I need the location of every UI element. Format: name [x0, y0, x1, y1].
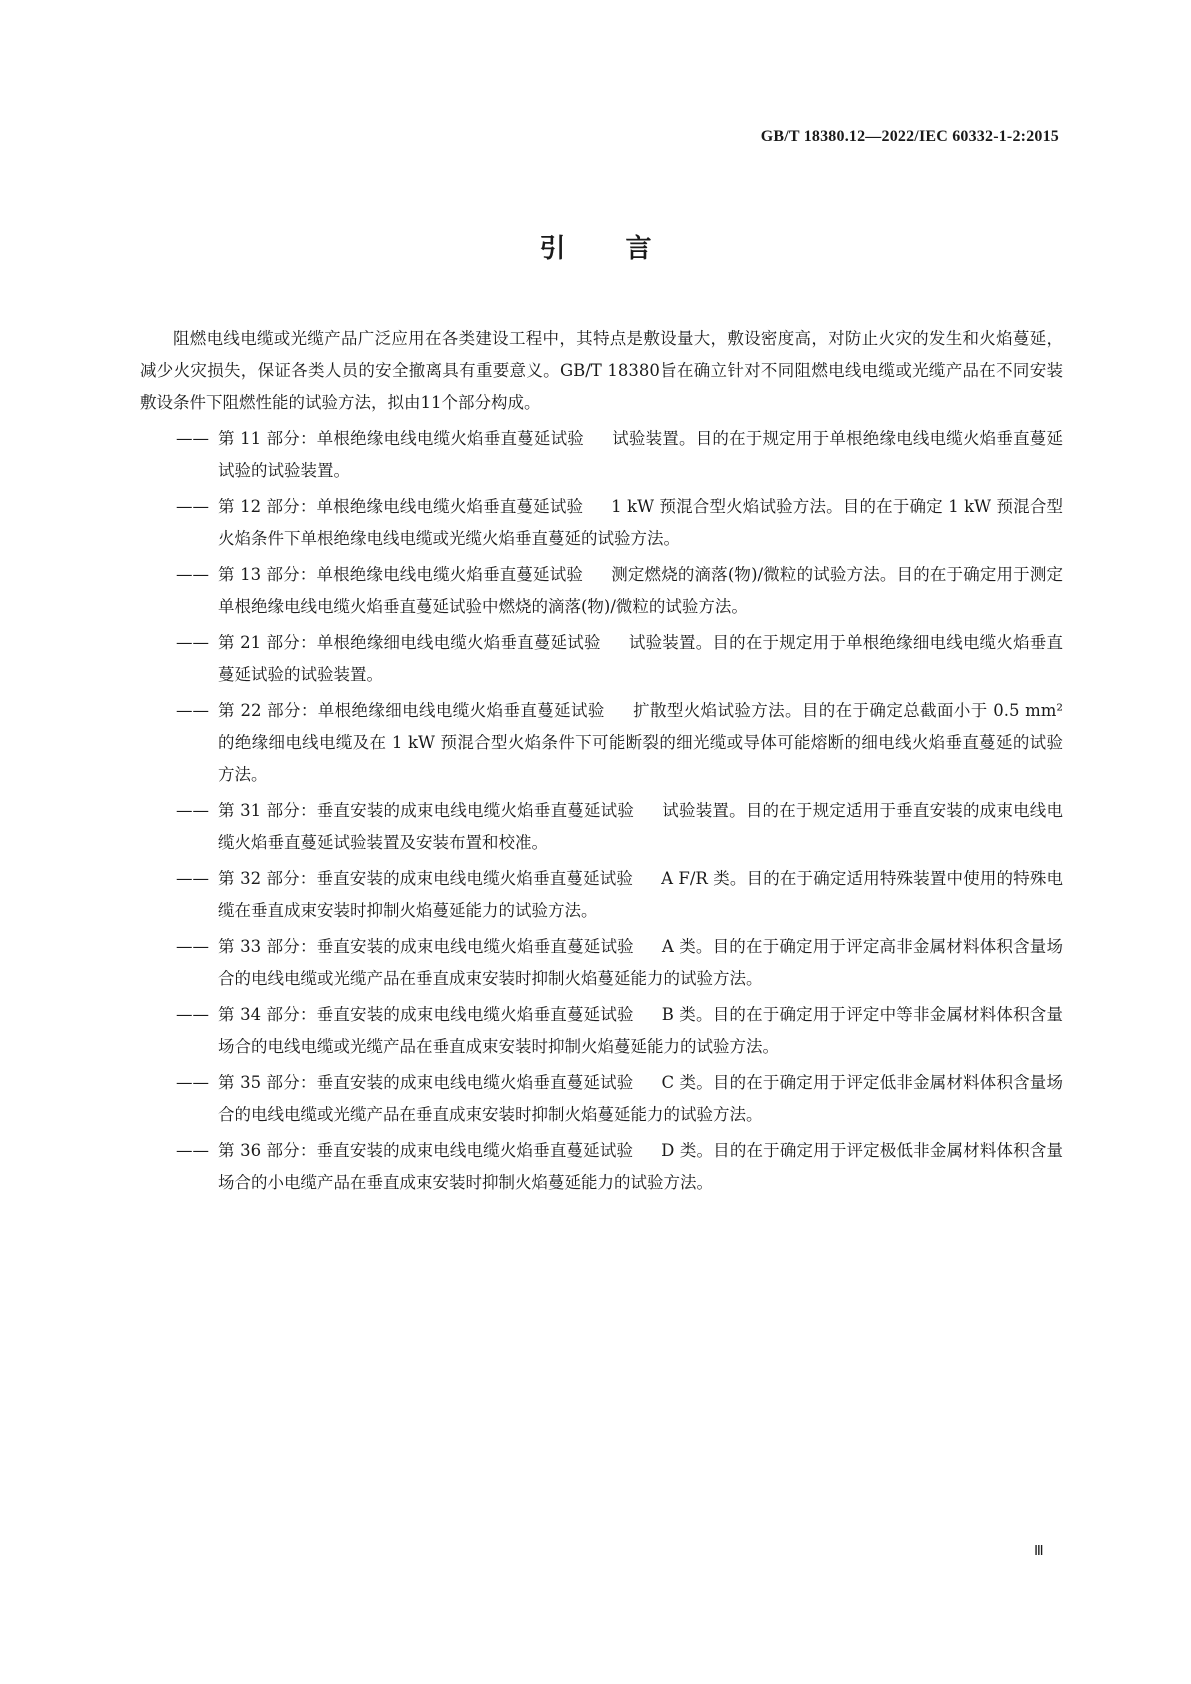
intro-paragraph: 阻燃电线电缆或光缆产品广泛应用在各类建设工程中，其特点是敷设量大，敷设密度高，对防止火灾的发生和火焰蔓延，减少火灾损失，保证各类人员的安全撤离具有重要意义。GB/T 18380旨在确立针对不同阻燃电线电缆或光缆产品在不同安装敷设条件下阻燃性能的试验方法，拟由11个部分构成。: [140, 329, 1063, 412]
part-heading: 第 12 部分：单根绝缘电线电缆火焰垂直蔓延试验: [218, 497, 584, 516]
list-dash: ——: [176, 1005, 209, 1024]
list-item: [140, 695, 1063, 791]
list-item: [140, 627, 1063, 691]
page-number: Ⅲ: [1034, 1544, 1044, 1559]
part-heading: 第 13 部分：单根绝缘电线电缆火焰垂直蔓延试验: [218, 565, 584, 584]
list-dash: ——: [176, 497, 209, 516]
part-heading: 第 33 部分：垂直安装的成束电线电缆火焰垂直蔓延试验: [218, 937, 634, 956]
standard-number: GB/T 18380.12—2022/IEC 60332-1-2:2015: [760, 128, 1059, 145]
parts-list: [140, 423, 1063, 1199]
part-heading: 第 35 部分：垂直安装的成束电线电缆火焰垂直蔓延试验: [218, 1073, 634, 1092]
list-dash: ——: [176, 1141, 209, 1160]
list-dash: ——: [176, 1073, 209, 1092]
list-dash: ——: [176, 565, 209, 584]
part-description: 试验装置。目的在于规定适用于垂直安装的成束电线电缆火焰垂直蔓延试验装置及安装布置和校准。: [218, 801, 1063, 852]
introduction-body: [140, 323, 1063, 1199]
part-description: 1 kW 预混合型火焰试验方法。目的在于确定 1 kW 预混合型火焰条件下单根绝缘电线电缆或光缆火焰垂直蔓延的试验方法。: [218, 497, 1063, 548]
list-item: [140, 863, 1063, 927]
list-item: [140, 559, 1063, 623]
list-dash: ——: [176, 937, 209, 956]
list-dash: ——: [176, 701, 209, 720]
list-dash: ——: [176, 801, 209, 820]
part-description: C 类。目的在于确定用于评定低非金属材料体积含量场合的电线电缆或光缆产品在垂直成束安装时抑制火焰蔓延能力的试验方法。: [218, 1073, 1063, 1124]
page-title: 引言: [539, 234, 712, 264]
list-item: [140, 423, 1063, 487]
list-item: [140, 1067, 1063, 1131]
list-item: [140, 931, 1063, 995]
part-description: 测定燃烧的滴落(物)/微粒的试验方法。目的在于确定用于测定单根绝缘电线电缆火焰垂直蔓延试验中燃烧的滴落(物)/微粒的试验方法。: [218, 565, 1063, 616]
list-item: [140, 491, 1063, 555]
list-item: [140, 1135, 1063, 1199]
part-heading: 第 21 部分：单根绝缘细电线电缆火焰垂直蔓延试验: [218, 633, 601, 652]
part-heading: 第 22 部分：单根绝缘细电线电缆火焰垂直蔓延试验: [218, 701, 605, 720]
part-heading: 第 31 部分：垂直安装的成束电线电缆火焰垂直蔓延试验: [218, 801, 635, 820]
list-item: [140, 999, 1063, 1063]
part-heading: 第 32 部分：垂直安装的成束电线电缆火焰垂直蔓延试验: [218, 869, 634, 888]
part-description: A F/R 类。目的在于确定适用特殊装置中使用的特殊电缆在垂直成束安装时抑制火焰蔓延能力的试验方法。: [218, 869, 1063, 920]
part-description: 扩散型火焰试验方法。目的在于确定总截面小于 0.5 mm² 的绝缘细电线电缆及在 1 kW 预混合型火焰条件下可能断裂的细光缆或导体可能熔断的细电线火焰垂直蔓延的试验方法。: [218, 701, 1063, 784]
part-heading: 第 11 部分：单根绝缘电线电缆火焰垂直蔓延试验: [218, 429, 584, 448]
list-dash: ——: [176, 633, 209, 652]
part-description: 试验装置。目的在于规定用于单根绝缘电线电缆火焰垂直蔓延试验的试验装置。: [218, 429, 1063, 480]
list-dash: ——: [176, 869, 209, 888]
part-heading: 第 34 部分：垂直安装的成束电线电缆火焰垂直蔓延试验: [218, 1005, 634, 1024]
part-heading: 第 36 部分：垂直安装的成束电线电缆火焰垂直蔓延试验: [218, 1141, 634, 1160]
part-description: A 类。目的在于确定用于评定高非金属材料体积含量场合的电线电缆或光缆产品在垂直成束安装时抑制火焰蔓延能力的试验方法。: [218, 937, 1063, 988]
list-item: [140, 795, 1063, 859]
part-description: D 类。目的在于确定用于评定极低非金属材料体积含量场合的小电缆产品在垂直成束安装时抑制火焰蔓延能力的试验方法。: [218, 1141, 1063, 1192]
list-dash: ——: [176, 429, 209, 448]
part-description: 试验装置。目的在于规定用于单根绝缘细电线电缆火焰垂直蔓延试验的试验装置。: [218, 633, 1063, 684]
part-description: B 类。目的在于确定用于评定中等非金属材料体积含量场合的电线电缆或光缆产品在垂直成束安装时抑制火焰蔓延能力的试验方法。: [218, 1005, 1063, 1056]
